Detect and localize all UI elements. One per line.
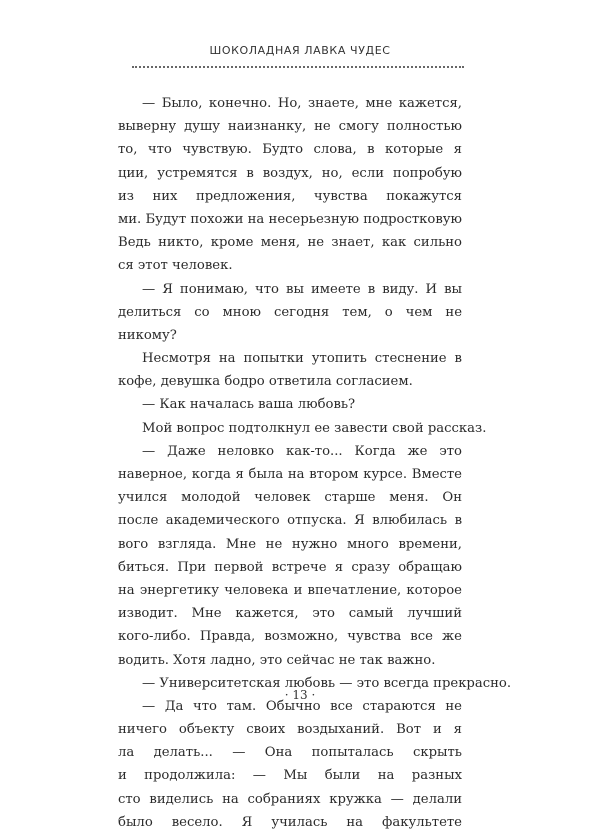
running-title: ШОКОЛАДНАЯ ЛАВКА ЧУДЕС — [209, 44, 391, 57]
text-line: было весело. Я училась на факультете — [118, 814, 462, 830]
text-line: — Даже неловко как-то... Когда же это — [142, 443, 462, 459]
text-line: сто виделись на собраниях кружка — делали — [118, 791, 462, 807]
header-dotted-rule — [132, 66, 464, 68]
text-line: Ведь никто, кроме меня, не знает, как сильно — [118, 235, 462, 251]
text-line: наверное, когда я была на втором курсе. Вместе — [118, 467, 462, 482]
text-line: и продолжила: — Мы были на разных — [118, 768, 462, 784]
text-line: выверну душу наизнанку, не смогу полностью — [118, 119, 462, 135]
text-line: ничего объекту своих воздыханий. Вот и я — [118, 722, 462, 738]
text-line: на энергетику человека и впечатление, которое — [118, 582, 462, 598]
text-line: изводит. Мне кажется, это самый лучший — [118, 606, 462, 622]
text-line: — Как началась ваша любовь? — [142, 397, 356, 413]
text-line: биться. При первой встрече я сразу обращаю — [118, 559, 462, 575]
body-text — [118, 92, 512, 834]
text-line: водить. Хотя ладно, это сейчас не так важно. — [118, 652, 436, 668]
text-line: учился молодой человек старше меня. Он — [118, 490, 462, 506]
text-line: то, что чувствую. Будто слова, в которые я — [118, 142, 462, 158]
text-line: — Университетская любовь — это всегда прекрасно. — [142, 675, 512, 691]
text-line: — Было, конечно. Но, знаете, мне кажется, — [142, 96, 462, 111]
text-line: кого-либо. Правда, возможно, чувства все же — [118, 629, 462, 645]
text-line: Мой вопрос подтолкнул ее завести свой рассказ. — [142, 420, 487, 436]
text-line: — Я понимаю, что вы имеете в виду. И вы — [142, 281, 462, 297]
text-line: после академического отпуска. Я влюбилась в — [118, 513, 462, 529]
text-line: ции, устремятся в воздух, но, если попробую — [118, 165, 462, 181]
text-line: вого взгляда. Мне не нужно много времени, — [118, 536, 462, 552]
text-line: делиться со мною сегодня тем, о чем не — [118, 304, 462, 320]
text-line: никому? — [118, 327, 177, 343]
text-line: ми. Будут похожи на несерьезную подростковую — [118, 211, 462, 227]
text-line: — Да что там. Обычно все стараются не — [142, 698, 462, 714]
text-line: кофе, девушка бодро ответила согласием. — [118, 374, 413, 390]
page-number: · 13 · — [284, 688, 316, 702]
text-line: из них предложения, чувства покажутся — [118, 188, 462, 204]
text-line: ла делать... — Она попыталась скрыть — [118, 745, 462, 761]
text-line: ся этот человек. — [118, 258, 233, 274]
text-line: Несмотря на попытки утопить стеснение в — [142, 351, 462, 367]
